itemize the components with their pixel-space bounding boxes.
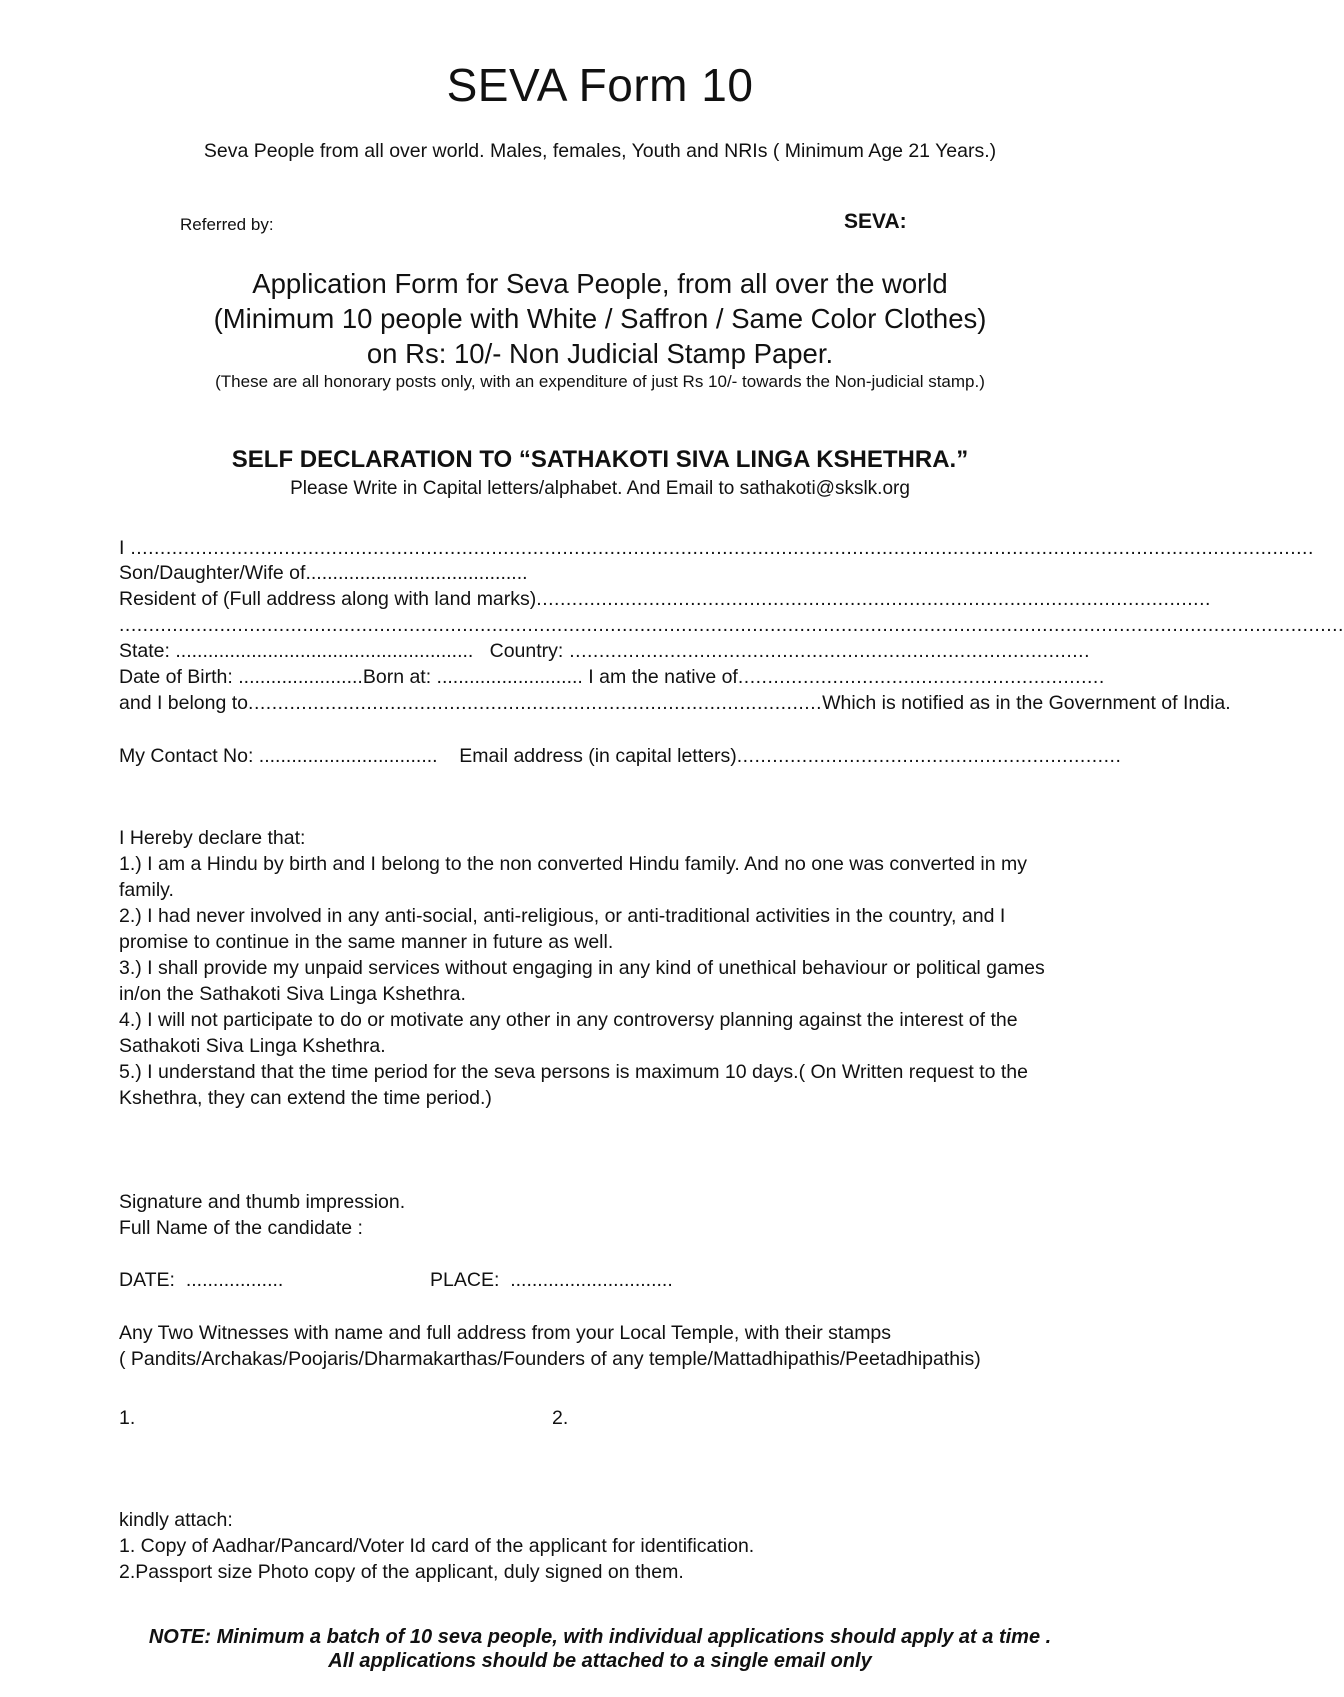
attach-heading: kindly attach: bbox=[119, 1509, 233, 1531]
date-field[interactable] bbox=[119, 1267, 283, 1293]
state-label: State: bbox=[119, 640, 170, 662]
address-continuation-blank[interactable]: ............................................................................................................................................................................................................... bbox=[119, 614, 1344, 636]
date-blank[interactable]: .................. bbox=[180, 1269, 284, 1291]
address-continuation-field[interactable] bbox=[119, 614, 1344, 637]
statements-intro: I Hereby declare that: bbox=[119, 827, 306, 849]
statement-line: family. bbox=[119, 879, 174, 901]
resident-field[interactable] bbox=[119, 588, 1211, 611]
statement-line: 4.) I will not participate to do or motivate any other in any controversy planning against the interest of the bbox=[119, 1009, 1018, 1031]
dob-label: Date of Birth: bbox=[119, 666, 233, 688]
statement-line: 5.) I understand that the time period for the seva persons is maximum 10 days.( On Written request to the bbox=[119, 1061, 1028, 1083]
place-blank[interactable]: .............................. bbox=[504, 1269, 673, 1291]
declaration-instruction: Please Write in Capital letters/alphabet. And Email to sathakoti@skslk.org bbox=[290, 478, 910, 499]
signature-label: Signature and thumb impression. bbox=[119, 1191, 406, 1213]
form-subtitle: Seva People from all over world. Males, females, Youth and NRIs ( Minimum Age 21 Years.) bbox=[203, 140, 997, 162]
application-heading-line2: (Minimum 10 people with White / Saffron / Same Color Clothes) bbox=[213, 303, 987, 334]
name-blank[interactable]: ........................................................................................................................................................................................................ bbox=[124, 537, 1314, 559]
belong-label: and I belong to bbox=[119, 692, 249, 714]
resident-blank[interactable]: .................................................................................................................. bbox=[536, 588, 1211, 610]
native-label: I am the native of bbox=[588, 666, 738, 688]
witnesses-instruction: Any Two Witnesses with name and full address from your Local Temple, with their stamps bbox=[119, 1322, 892, 1344]
contact-field[interactable] bbox=[119, 745, 1122, 768]
state-blank[interactable]: ....................................................... bbox=[169, 640, 490, 662]
dob-blank[interactable]: ....................... bbox=[232, 666, 363, 688]
application-heading-line3: on Rs: 10/- Non Judicial Stamp Paper. bbox=[366, 338, 834, 369]
state-country-field[interactable] bbox=[119, 640, 1119, 663]
place-field[interactable] bbox=[430, 1267, 673, 1293]
form-title: SEVA Form 10 bbox=[446, 59, 754, 111]
relation-blank[interactable]: ......................................... bbox=[305, 562, 528, 584]
born-at-blank[interactable]: ........................... bbox=[431, 666, 589, 688]
email-label: Email address (in capital letters) bbox=[459, 745, 737, 767]
name-label: I bbox=[119, 537, 125, 559]
contact-label: My Contact No: bbox=[119, 745, 254, 767]
relation-label: Son/Daughter/Wife of bbox=[119, 562, 306, 584]
country-label: Country: bbox=[489, 640, 564, 662]
email-blank[interactable]: ................................................................. bbox=[736, 745, 1122, 767]
statement-line: in/on the Sathakoti Siva Linga Kshethra. bbox=[119, 983, 466, 1005]
seva-label: SEVA: bbox=[844, 210, 907, 233]
full-name-label: Full Name of the candidate : bbox=[119, 1217, 363, 1239]
statement-line: Sathakoti Siva Linga Kshethra. bbox=[119, 1035, 386, 1057]
relation-field[interactable] bbox=[119, 562, 1119, 585]
resident-label: Resident of (Full address along with land marks) bbox=[119, 588, 537, 610]
name-field[interactable] bbox=[119, 537, 1314, 560]
attach-item: 2.Passport size Photo copy of the applicant, duly signed on them. bbox=[119, 1561, 684, 1583]
declaration-heading: SELF DECLARATION TO “SATHAKOTI SIVA LINGA KSHETHRA.” bbox=[231, 446, 969, 473]
footer-note-line1: NOTE: Minimum a batch of 10 seva people, with individual applications should apply at a time . bbox=[148, 1626, 1052, 1648]
belong-field[interactable] bbox=[119, 692, 1231, 715]
date-label: DATE: bbox=[119, 1269, 175, 1291]
native-blank[interactable]: .............................................................. bbox=[737, 666, 1105, 688]
honorary-note: (These are all honorary posts only, with an expenditure of just Rs 10/- towards the Non-judicial stamp.) bbox=[215, 372, 985, 391]
witness-2[interactable]: 2. bbox=[552, 1407, 569, 1429]
attach-item: 1. Copy of Aadhar/Pancard/Voter Id card of the applicant for identification. bbox=[119, 1535, 755, 1557]
witness-1[interactable]: 1. bbox=[119, 1407, 136, 1429]
belong-suffix: Which is notified as in the Government of India. bbox=[822, 692, 1231, 714]
place-label: PLACE: bbox=[430, 1269, 500, 1291]
belong-blank[interactable]: ................................................................................................. bbox=[248, 692, 823, 714]
statement-line: 3.) I shall provide my unpaid services without engaging in any kind of unethical behaviour or political games bbox=[119, 957, 1045, 979]
referred-by-label: Referred by: bbox=[180, 215, 274, 234]
statement-line: Kshethra, they can extend the time period.) bbox=[119, 1087, 492, 1109]
born-at-label: Born at: bbox=[362, 666, 432, 688]
application-heading-line1: Application Form for Seva People, from all over the world bbox=[252, 268, 948, 299]
contact-blank[interactable]: ................................. bbox=[253, 745, 460, 767]
witnesses-types: ( Pandits/Archakas/Poojaris/Dharmakarthas/Founders of any temple/Mattadhipathis/Peetadhipathis) bbox=[119, 1348, 981, 1370]
country-blank[interactable]: ........................................................................................ bbox=[563, 640, 1090, 662]
birth-native-field[interactable] bbox=[119, 666, 1119, 689]
footer-note-line2: All applications should be attached to a single email only bbox=[328, 1650, 872, 1672]
statement-line: 2.) I had never involved in any anti-social, anti-religious, or anti-traditional activities in the country, and I bbox=[119, 905, 1006, 927]
statement-line: 1.) I am a Hindu by birth and I belong to the non converted Hindu family. And no one was converted in my bbox=[119, 853, 1027, 875]
statement-line: promise to continue in the same manner in future as well. bbox=[119, 931, 614, 953]
